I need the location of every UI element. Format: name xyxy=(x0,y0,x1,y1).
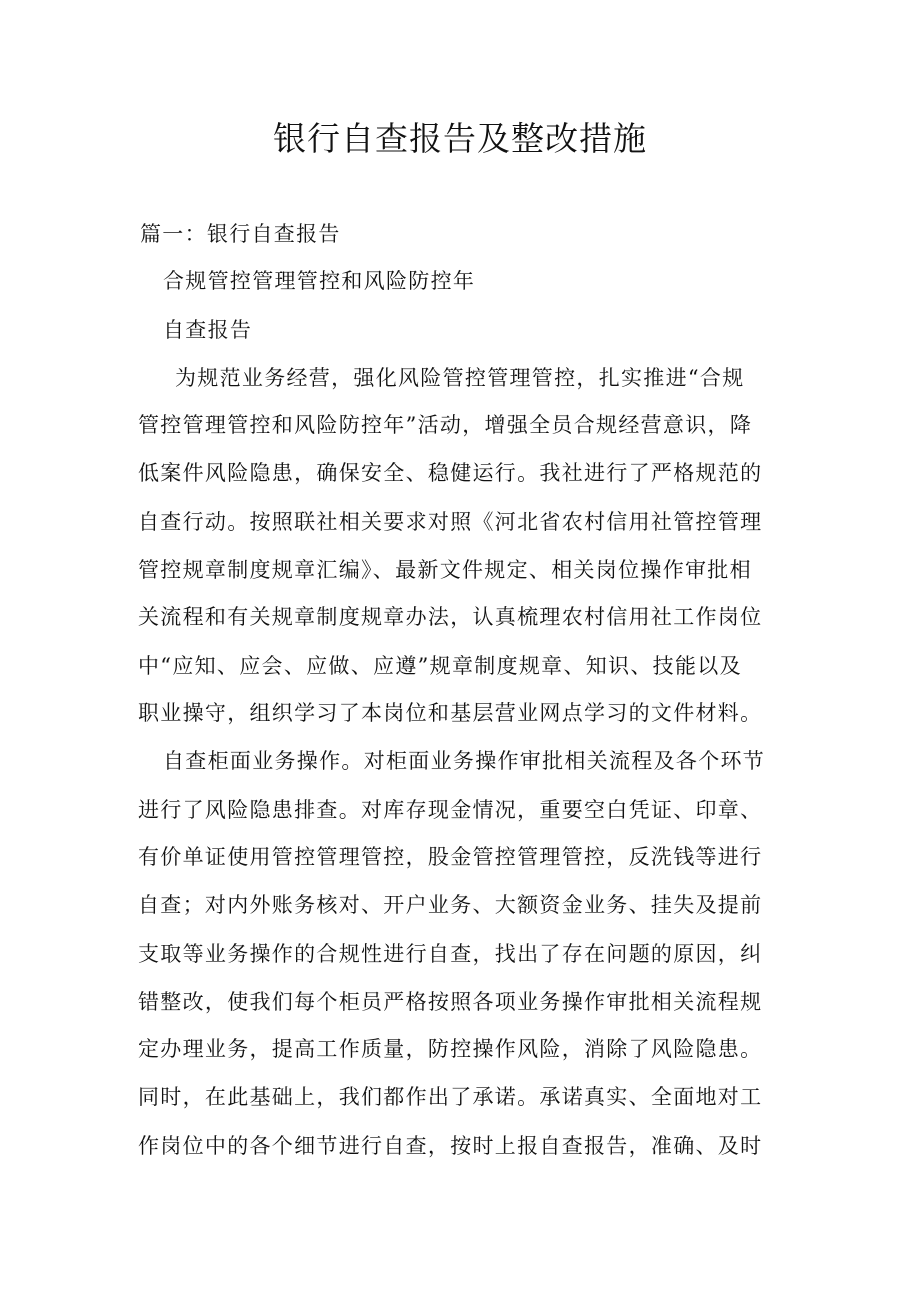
paragraph-line: 低案件风险隐患，确保安全、稳健运行。我社进行了严格规范的 xyxy=(138,461,763,485)
section-heading: 篇一：银行自查报告 xyxy=(140,222,341,246)
paragraph-line: 同时，在此基础上，我们都作出了承诺。承诺真实、全面地对工 xyxy=(138,1085,763,1109)
paragraph-line: 自查行动。按照联社相关要求对照《河北省农村信用社管控管理 xyxy=(138,510,763,534)
paragraph-line: 作岗位中的各个细节进行自查，按时上报自查报告，准确、及时 xyxy=(138,1134,763,1158)
paragraph-line: 关流程和有关规章制度规章办法，认真梳理农村信用社工作岗位 xyxy=(138,605,763,629)
paragraph-line: 职业操守，组织学习了本岗位和基层营业网点学习的文件材料。 xyxy=(138,701,763,725)
paragraph-line: 自查；对内外账务核对、开户业务、大额资金业务、挂失及提前 xyxy=(138,893,763,917)
paragraph-line: 有价单证使用管控管理管控，股金管控管理管控，反洗钱等进行 xyxy=(138,845,763,869)
paragraph-line: 支取等业务操作的合规性进行自查，找出了存在问题的原因，纠 xyxy=(138,942,763,966)
paragraph-line: 进行了风险隐患排查。对库存现金情况，重要空白凭证、印章、 xyxy=(138,798,763,822)
paragraph-line: 中“应知、应会、应做、应遵”规章制度规章、知识、技能以及 xyxy=(138,654,742,678)
paragraph-line: 管控管理管控和风险防控年”活动，增强全员合规经营意识，降 xyxy=(138,413,753,437)
paragraph-line: 错整改，使我们每个柜员严格按照各项业务操作审批相关流程规 xyxy=(138,990,763,1014)
paragraph-line: 定办理业务，提高工作质量，防控操作风险，消除了风险隐患。 xyxy=(138,1037,763,1061)
paragraph-line: 为规范业务经营，强化风险管控管理管控，扎实推进“合规 xyxy=(175,366,745,390)
subtitle-line: 合规管控管理管控和风险防控年 xyxy=(163,269,476,293)
paragraph-line: 管控规章制度规章汇编》、最新文件规定、相关岗位操作审批相 xyxy=(138,558,752,582)
paragraph-line: 自查柜面业务操作。对柜面业务操作审批相关流程及各个环节 xyxy=(163,749,766,773)
subtitle-line: 自查报告 xyxy=(163,318,253,342)
document-title: 银行自查报告及整改措施 xyxy=(273,119,647,158)
